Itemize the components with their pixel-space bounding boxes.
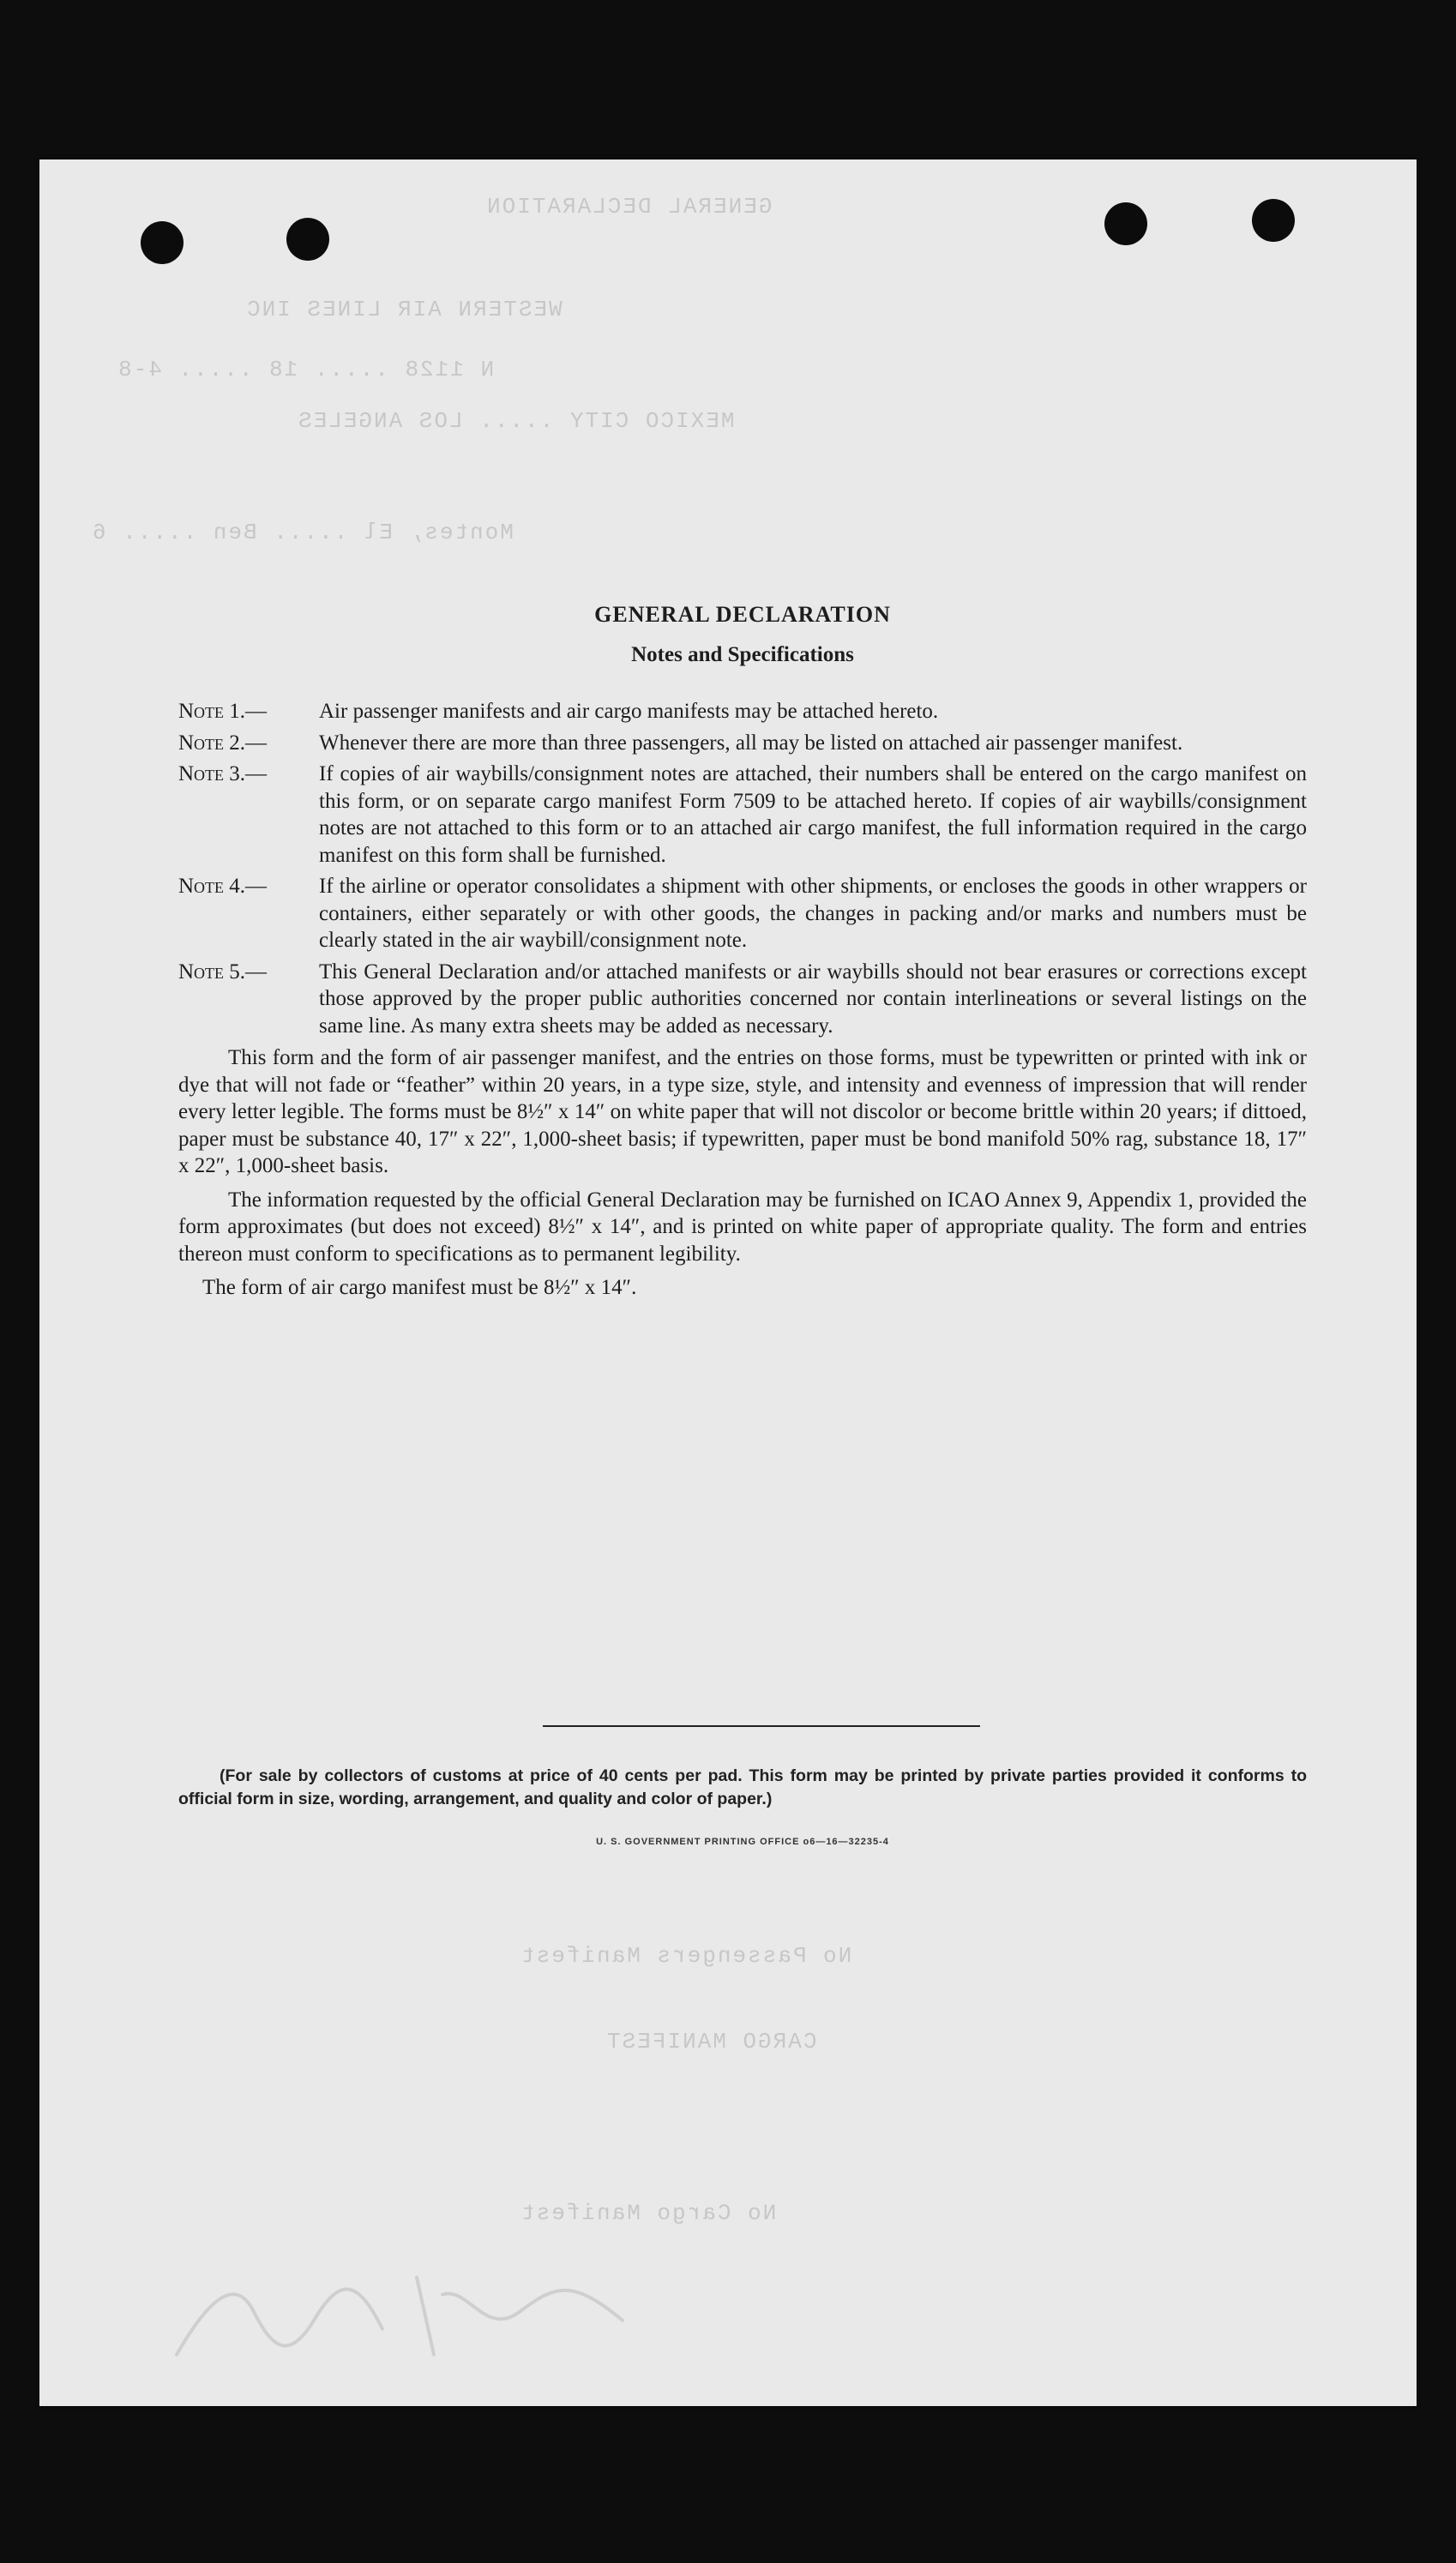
icao-paragraph: The information requested by the official General Declaration may be furnished on ICAO Annex 9, Appendix 1, provided the form approximates (but does not exceed) 8½″ x 14″, and is printed on white paper of appropriate quality. The form and entries thereon must conform to specifications as to permanent legibility. <box>178 1188 1307 1266</box>
page-subtitle: Notes and Specifications <box>631 643 854 666</box>
note-5: Note 5.— This General Declaration and/or attached manifests or air waybills should not bear erasures or corrections except those approved by the proper public authorities concerned nor contain interlineations or several listings on the same line. As many extra sheets may be added as necessary. <box>178 959 1307 1040</box>
note-label: Note 1. <box>178 700 246 723</box>
printer-line: U. S. GOVERNMENT PRINTING OFFICE o6—16—32235-4 <box>596 1837 889 1847</box>
note-text: If the airline or operator consolidates a shipment with other shipments, or encloses the goods in other wrappers or containers, either separately or with other goods, the changes in packing and/or marks and numbers must be clearly stated in the air waybill/consignment note. <box>319 875 1307 952</box>
bleed-through-text: CARGO MANIFEST <box>605 2029 817 2055</box>
bleed-through-text: No Passengers Manifest <box>520 1943 852 1969</box>
note-1: Note 1.— Air passenger manifests and air cargo manifests may be attached hereto. <box>178 698 1307 725</box>
bleed-through-text: MEXICO CITY ..... LOS ANGELES <box>297 408 735 434</box>
note-text: If copies of air waybills/consignment notes are attached, their numbers shall be entered on the cargo manifest on this form, or on separate cargo manifest Form 7509 to be attached hereto. If copies of air waybills/consignment notes are not attached to this form or to an attached air cargo manifest, the full information required in the cargo manifest on this form shall be furnished. <box>319 762 1307 867</box>
bleed-through-signature <box>159 2260 640 2372</box>
note-3: Note 3.— If copies of air waybills/consignment notes are attached, their numbers shall be entered on the cargo manifest on this form, or on separate cargo manifest Form 7509 to be attached hereto. If copies of air waybills/consignment notes are not attached to this form or to an attached air cargo manifest, the full information required in the cargo manifest on this form shall be furnished. <box>178 761 1307 869</box>
bleed-through-text: GENERAL DECLARATION <box>485 194 773 220</box>
divider-rule <box>543 1725 980 1727</box>
note-text: Air passenger manifests and air cargo manifests may be attached hereto. <box>319 700 939 723</box>
sale-notice: (For sale by collectors of customs at price of 40 cents per pad. This form may be printed by private parties provided it conforms to official form in size, wording, arrangement, and quality and color of paper.) <box>178 1766 1307 1808</box>
bleed-through-text: Montes, El ..... Ben ..... 6 <box>91 520 514 545</box>
punch-hole <box>141 221 184 264</box>
note-label: Note 3. <box>178 762 246 785</box>
specification-paragraph: This form and the form of air passenger manifest, and the entries on those forms, must be typewritten or printed with ink or dye that will not fade or “feather” within 20 years, in a type size, style, and intensity and evenness of impression that will render every letter legible. The forms must be 8½″ x 14″ on white paper that will not discolor or become brittle within 20 years; if dittoed, paper must be substance 40, 17″ x 22″, 1,000-sheet basis; if typewritten, paper must be bond manifold 50% rag, substance 18, 17″ x 22″, 1,000-sheet basis. <box>178 1046 1307 1177</box>
cargo-manifest-paragraph: The form of air cargo manifest must be 8½″ x 14″. <box>202 1276 637 1299</box>
note-label: Note 4. <box>178 875 246 898</box>
notes-section <box>178 698 1307 1309</box>
document-page <box>39 159 1417 2406</box>
bleed-through-text: No Cargo Manifest <box>520 2200 777 2226</box>
note-text: This General Declaration and/or attached manifests or air waybills should not bear erasures or corrections except those approved by the proper public authorities concerned nor contain interlineations or several listings on the same line. As many extra sheets may be added as necessary. <box>319 960 1307 1038</box>
punch-hole <box>1104 202 1147 245</box>
note-label: Note 2. <box>178 731 246 755</box>
punch-hole <box>286 218 329 261</box>
bleed-through-text: WESTERN AIR LINES INC <box>245 297 563 322</box>
note-2: Note 2.— Whenever there are more than three passengers, all may be listed on attached air passenger manifest. <box>178 730 1307 757</box>
page-title: GENERAL DECLARATION <box>594 602 891 627</box>
note-text: Whenever there are more than three passengers, all may be listed on attached air passenger manifest. <box>319 731 1183 755</box>
note-4: Note 4.— If the airline or operator consolidates a shipment with other shipments, or encloses the goods in other wrappers or containers, either separately or with other goods, the changes in packing and/or marks and numbers must be clearly stated in the air waybill/consignment note. <box>178 873 1307 954</box>
bleed-through-text: N 1128 ..... 18 ..... 4-8 <box>117 357 495 382</box>
note-label: Note 5. <box>178 960 246 984</box>
punch-hole <box>1252 199 1295 242</box>
